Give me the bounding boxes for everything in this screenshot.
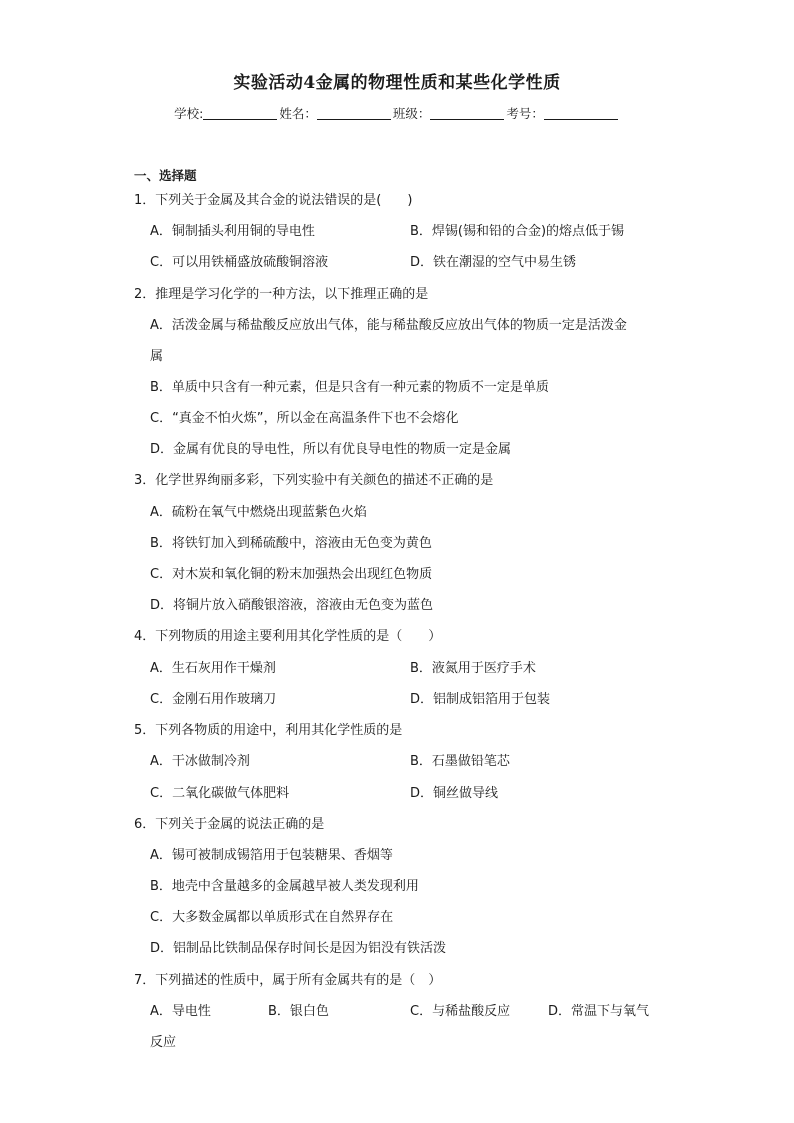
option-b: B．液氮用于医疗手术 bbox=[410, 661, 536, 676]
option-a: A．铜制插头利用铜的导电性 bbox=[150, 224, 315, 239]
section-title: 一、选择题 bbox=[134, 168, 197, 183]
option-d: D．铁在潮湿的空气中易生锈 bbox=[410, 255, 577, 270]
option-a: A．导电性 bbox=[150, 1004, 211, 1019]
exam-no-blank bbox=[544, 107, 618, 120]
class-label: 班级： bbox=[392, 106, 431, 121]
option-b: B．地壳中含量越多的金属越早被人类发现利用 bbox=[150, 879, 419, 894]
option-a: A．锡可被制成锡箔用于包装糖果、香烟等 bbox=[150, 848, 393, 863]
question-stem: 7．下列描述的性质中，属于所有金属共有的是（ ） bbox=[134, 973, 442, 988]
option-d: D．铝制品比铁制品保存时间长是因为铝没有铁活泼 bbox=[150, 941, 447, 956]
name-blank bbox=[317, 107, 391, 120]
option-c: C．大多数金属都以单质形式在自然界存在 bbox=[150, 910, 394, 925]
option-c: C．“真金不怕火炼”，所以金在高温条件下也不会熔化 bbox=[150, 411, 459, 426]
school-blank bbox=[203, 107, 277, 120]
student-info-row bbox=[0, 104, 794, 122]
option-c: C．与稀盐酸反应 bbox=[410, 1004, 511, 1019]
option-b: B．银白色 bbox=[268, 1004, 329, 1019]
option-d: D．铝制成铝箔用于包装 bbox=[410, 692, 551, 707]
option-c: C．二氧化碳做气体肥料 bbox=[150, 786, 290, 801]
school-label: 学校: bbox=[174, 106, 204, 121]
question-stem: 5．下列各物质的用途中，利用其化学性质的是 bbox=[134, 723, 403, 738]
question-stem: 2．推理是学习化学的一种方法，以下推理正确的是 bbox=[134, 287, 429, 302]
option-a: A．硫粉在氧气中燃烧出现蓝紫色火焰 bbox=[150, 505, 367, 520]
option-c: C．金刚石用作玻璃刀 bbox=[150, 692, 277, 707]
class-blank bbox=[430, 107, 504, 120]
option-c: C．可以用铁桶盛放硫酸铜溶液 bbox=[150, 255, 329, 270]
option-a: A．干冰做制冷剂 bbox=[150, 754, 250, 769]
option-b: B．将铁钉加入到稀硫酸中，溶液由无色变为黄色 bbox=[150, 536, 432, 551]
question-stem: 6．下列关于金属的说法正确的是 bbox=[134, 817, 325, 832]
option-d: D．铜丝做导线 bbox=[410, 786, 499, 801]
question-stem: 3．化学世界绚丽多彩，下列实验中有关颜色的描述不正确的是 bbox=[134, 473, 494, 488]
option-a: A．活泼金属与稀盐酸反应放出气体，能与稀盐酸反应放出气体的物质一定是活泼金 bbox=[150, 318, 627, 333]
question-stem: 4．下列物质的用途主要利用其化学性质的是（ ） bbox=[134, 629, 442, 644]
option-d: D．将铜片放入硝酸银溶液，溶液由无色变为蓝色 bbox=[150, 598, 434, 613]
option-a-continued: 属 bbox=[150, 349, 164, 364]
exam-no-label: 考号： bbox=[506, 106, 544, 121]
option-b: B．焊锡(锡和铅的合金)的熔点低于锡 bbox=[410, 224, 625, 239]
option-b: B．石墨做铅笔芯 bbox=[410, 754, 510, 769]
question-stem: 1．下列关于金属及其合金的说法错误的是( ) bbox=[134, 193, 413, 208]
option-a: A．生石灰用作干燥剂 bbox=[150, 661, 276, 676]
option-d: D．金属有优良的导电性，所以有优良导电性的物质一定是金属 bbox=[150, 442, 512, 457]
name-label: 姓名： bbox=[279, 106, 317, 121]
option-d-continued: 反应 bbox=[150, 1035, 177, 1050]
option-b: B．单质中只含有一种元素，但是只含有一种元素的物质不一定是单质 bbox=[150, 380, 549, 395]
option-d: D．常温下与氧气 bbox=[548, 1004, 650, 1019]
option-c: C．对木炭和氧化铜的粉末加强热会出现红色物质 bbox=[150, 567, 433, 582]
page-title: 实验活动4金属的物理性质和某些化学性质 bbox=[233, 73, 561, 93]
